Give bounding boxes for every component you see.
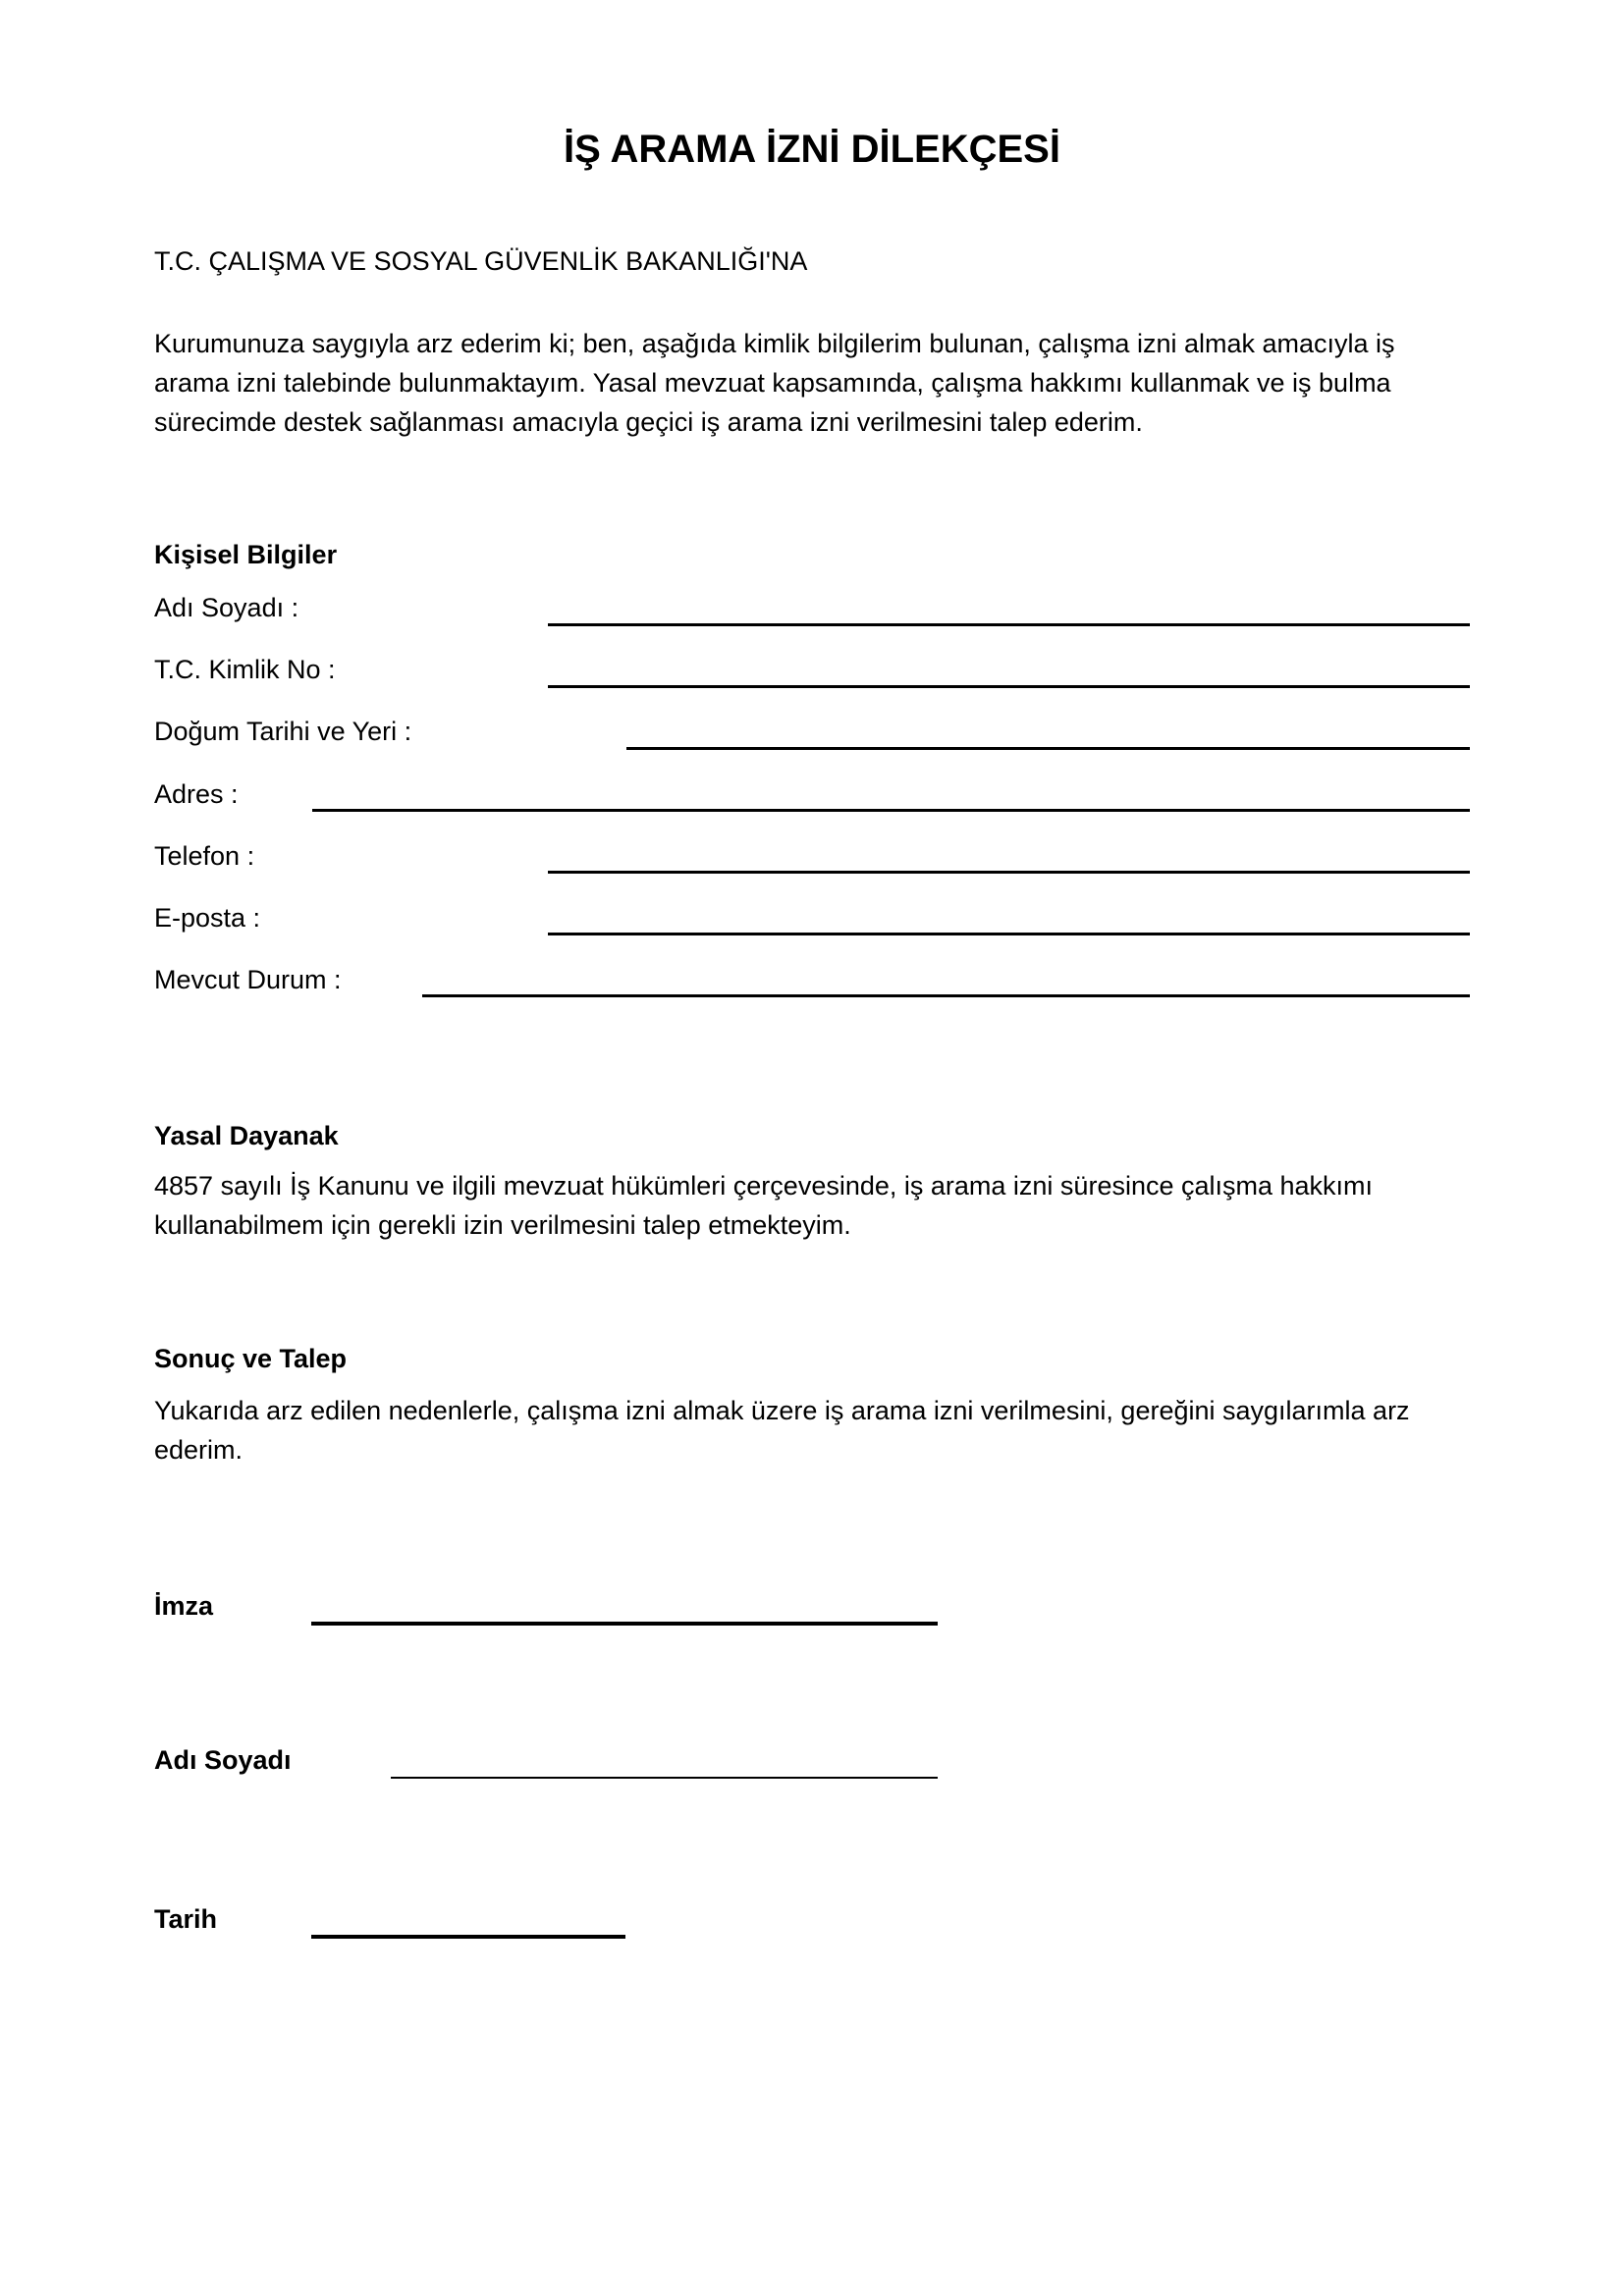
signature-blank-line-imza bbox=[311, 1622, 938, 1626]
field-blank-line-tc-kimlik-no bbox=[548, 685, 1470, 688]
conclusion-paragraph bbox=[154, 1391, 1410, 1469]
field-label-telefon: Telefon : bbox=[154, 841, 255, 871]
field-label-adres: Adres : bbox=[154, 779, 239, 809]
field-blank-line-mevcut-durum bbox=[422, 994, 1470, 997]
field-blank-line-adi-soyadi bbox=[548, 623, 1470, 626]
signature-label-adi-soyadi: Adı Soyadı bbox=[154, 1745, 292, 1775]
field-blank-line-adres bbox=[312, 809, 1470, 812]
legal-basis-line: kullanabilmem için gerekli izin verilmesini talep etmekteyim. bbox=[154, 1210, 851, 1240]
legal-basis-heading: Yasal Dayanak bbox=[154, 1121, 339, 1150]
conclusion-heading: Sonuç ve Talep bbox=[154, 1344, 348, 1373]
signature-blank-line-tarih bbox=[311, 1935, 625, 1939]
intro-paragraph bbox=[154, 324, 1395, 442]
signature-label-tarih: Tarih bbox=[154, 1904, 218, 1934]
field-label-tc-kimlik-no: T.C. Kimlik No : bbox=[154, 655, 336, 684]
conclusion-line: Yukarıda arz edilen nedenlerle, çalışma izni almak üzere iş arama izni verilmesini, gereğini saygılarımla arz bbox=[154, 1396, 1410, 1425]
intro-paragraph-line: Kurumunuza saygıyla arz ederim ki; ben, aşağıda kimlik bilgilerim bulunan, çalışma izni almak amacıyla iş bbox=[154, 329, 1395, 358]
intro-paragraph-line: arama izni talebinde bulunmaktayım. Yasal mevzuat kapsamında, çalışma hakkımı kullanmak ve iş bulma bbox=[154, 368, 1391, 398]
personal-info-heading: Kişisel Bilgiler bbox=[154, 540, 338, 569]
field-label-adi-soyadi: Adı Soyadı : bbox=[154, 593, 299, 622]
legal-basis-line: 4857 sayılı İş Kanunu ve ilgili mevzuat hükümleri çerçevesinde, iş arama izni süresince çalışma hakkımı bbox=[154, 1171, 1374, 1201]
addressee-line: T.C. ÇALIŞMA VE SOSYAL GÜVENLİK BAKANLIĞI'NA bbox=[154, 246, 808, 276]
field-label-eposta: E-posta : bbox=[154, 903, 261, 933]
field-blank-line-telefon bbox=[548, 871, 1470, 874]
signature-label-imza: İmza bbox=[154, 1591, 214, 1621]
document-title: İŞ ARAMA İZNİ DİLEKÇESİ bbox=[564, 128, 1060, 171]
field-label-mevcut-durum: Mevcut Durum : bbox=[154, 965, 342, 994]
conclusion-line: ederim. bbox=[154, 1435, 244, 1465]
legal-basis-paragraph bbox=[154, 1166, 1373, 1245]
field-label-dogum-tarihi-ve-yeri: Doğum Tarihi ve Yeri : bbox=[154, 717, 412, 746]
field-blank-line-dogum-tarihi-ve-yeri bbox=[626, 747, 1470, 750]
intro-paragraph-line: sürecimde destek sağlanması amacıyla geçici iş arama izni verilmesini talep ederim. bbox=[154, 407, 1143, 437]
signature-blank-line-adi-soyadi bbox=[391, 1777, 938, 1779]
field-blank-line-eposta bbox=[548, 933, 1470, 935]
